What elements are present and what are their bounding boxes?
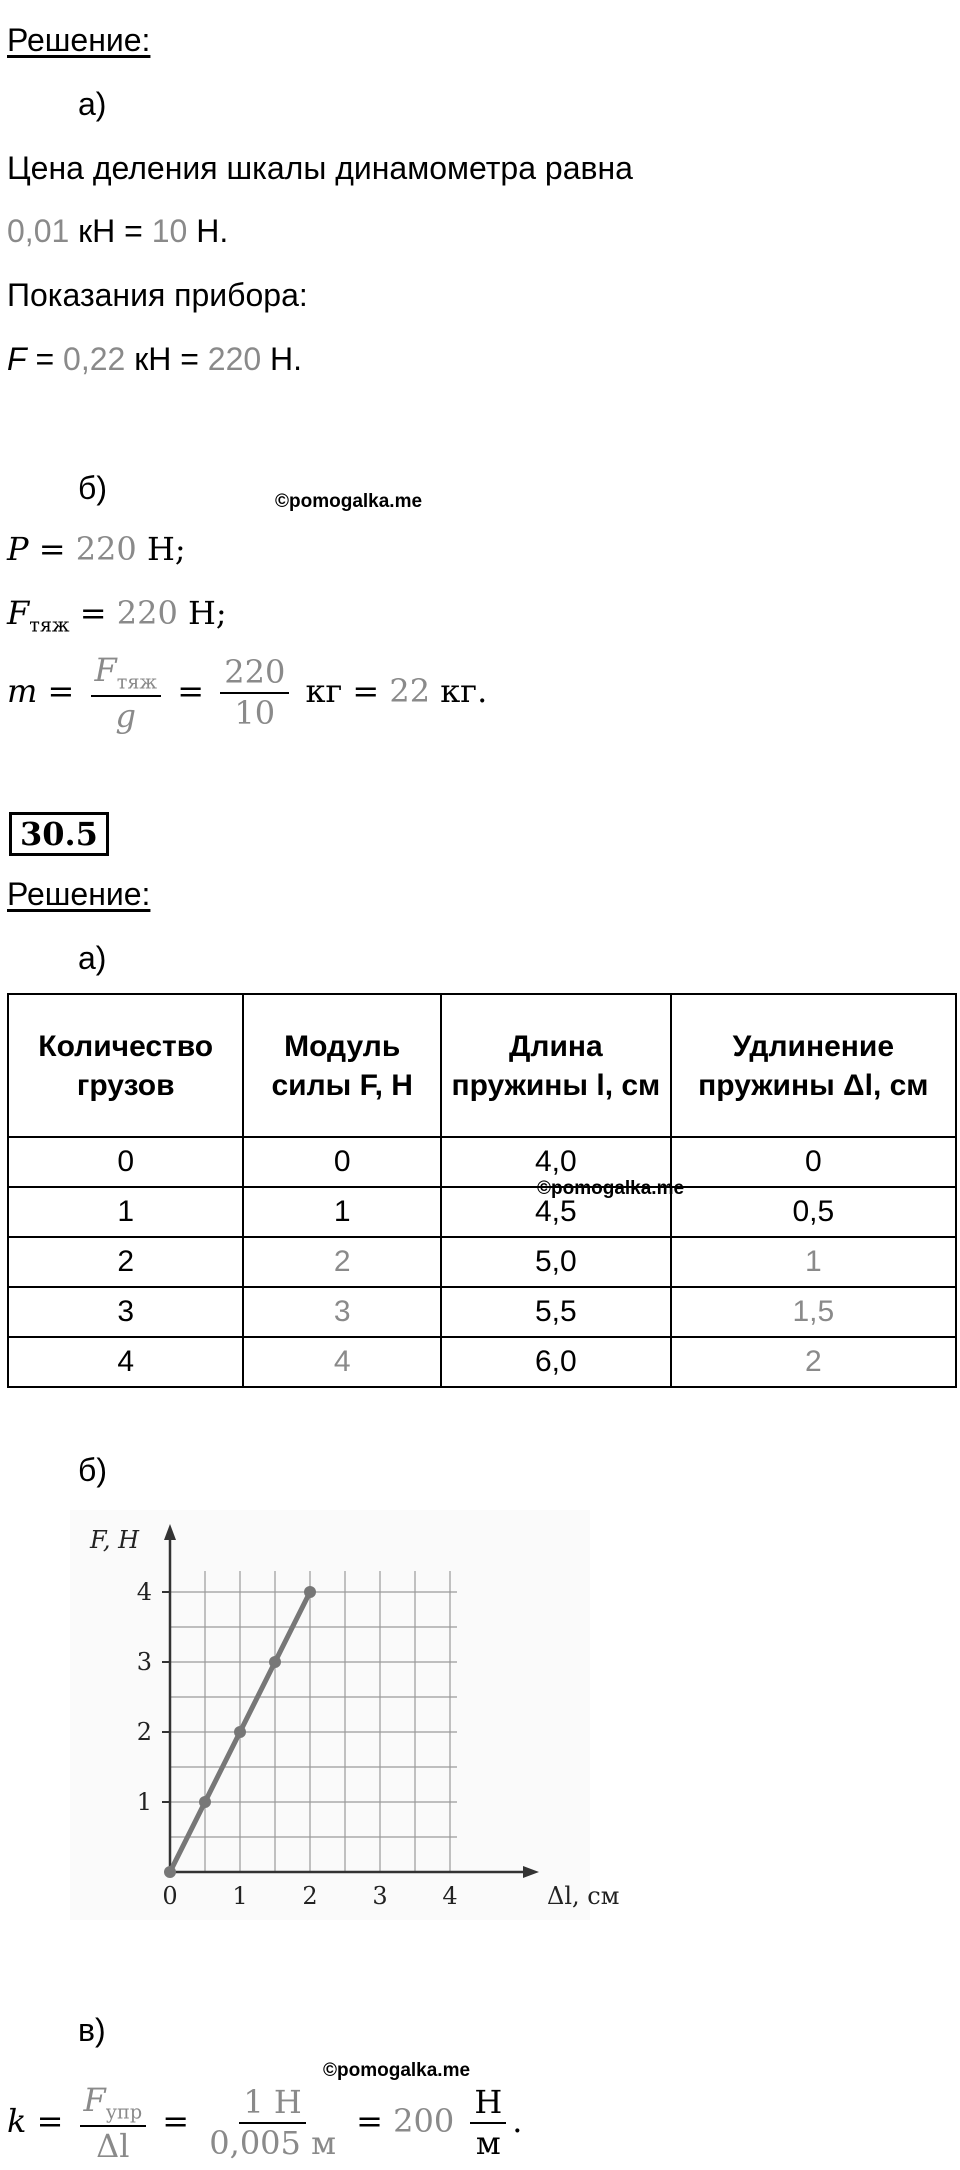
fraction2-denominator: 0,005 м [209, 2124, 336, 2163]
y-axis-arrow-icon [164, 1524, 176, 1540]
scale-division-text: Цена деления шкалы динамометра равна [7, 150, 633, 186]
equation-stiffness: k = $\frac{F_{упр}}{\Delta l}$ = $\frac{1 Н}{0,005 м}$ = 200 $\frac{Н}{м}$ . [7, 2081, 523, 2165]
item-b-label-2: б) [78, 1452, 107, 1488]
unit: Н; [177, 594, 227, 632]
fraction-numerator: F [94, 651, 117, 689]
problem-number: 30.5 [9, 812, 109, 856]
gravity-value: 220 [116, 594, 178, 632]
fraction2-numerator: 1 Н [239, 2085, 305, 2124]
data-point [164, 1866, 176, 1878]
fraction-values [205, 2085, 340, 2161]
data-point [199, 1796, 211, 1808]
spring-table [7, 993, 957, 1388]
table-watermark: ©pomogalka.me [537, 1178, 685, 1199]
cell: 0,5 [671, 1187, 956, 1237]
equation-mass: m = $\frac{F_{тяж}}{g}$ = $\frac{220}{10}$ кг = 22 кг. [7, 651, 488, 735]
unit-kn: кН = [69, 213, 152, 249]
x-tick-label: 1 [232, 1882, 248, 1910]
cell: 4 [8, 1337, 243, 1387]
item-a-label: а) [78, 86, 107, 122]
fraction-denominator: Δl [96, 2126, 130, 2165]
cell: 0 [8, 1137, 243, 1187]
equals: = [28, 530, 76, 568]
cell: 1 [671, 1237, 956, 1287]
weight-value: 220 [75, 530, 137, 568]
equals: = [69, 594, 117, 632]
cell: 2 [8, 1237, 243, 1287]
cell: 2 [671, 1337, 956, 1387]
force-symbol: F [7, 341, 27, 377]
y-tick-label: 4 [136, 1578, 152, 1606]
solution-label-2: Решение: [7, 876, 151, 912]
value-220: 220 [207, 341, 262, 377]
mass-value: 22 [389, 671, 431, 710]
cell: 4,5 [441, 1187, 671, 1237]
unit-n: Н. [261, 341, 303, 377]
header-force: Модуль силы F, Н [243, 994, 441, 1137]
y-tick-label: 3 [136, 1648, 152, 1676]
data-point [269, 1656, 281, 1668]
equation-gravity [7, 594, 227, 636]
unit-kn: кН = [125, 341, 208, 377]
fraction-f-over-g [91, 653, 162, 734]
cell: 1 [243, 1187, 441, 1237]
data-point [304, 1586, 316, 1598]
table-row [8, 1287, 956, 1337]
cell: 0 [671, 1137, 956, 1187]
reading-value [7, 341, 302, 378]
data-point [234, 1726, 246, 1738]
table-row [8, 1337, 956, 1387]
item-c-label: в) [78, 2012, 106, 2048]
value-001: 0,01 [7, 213, 70, 249]
y-tick-label: 1 [136, 1788, 152, 1816]
unit-denominator: м [475, 2124, 501, 2163]
unit-kg: кг. [430, 671, 488, 710]
fraction-f-over-dl [80, 2083, 147, 2164]
item-b-label: б) [78, 470, 107, 506]
fraction-values [220, 655, 289, 731]
equals: = [26, 341, 64, 377]
table-row [8, 1137, 956, 1187]
header-loads: Количество грузов [8, 994, 243, 1137]
value-022: 0,22 [63, 341, 126, 377]
table-row [8, 1237, 956, 1287]
x-tick-label: 2 [302, 1882, 318, 1910]
x-tick-label: 4 [442, 1882, 458, 1910]
scale-division-value [7, 213, 228, 250]
x-axis-label: Δl, см [547, 1882, 620, 1910]
y-axis-label: F, Н [90, 1526, 140, 1554]
y-tick-label: 2 [136, 1718, 152, 1746]
force-elongation-chart [70, 1510, 620, 1920]
value-10: 10 [151, 213, 188, 249]
cell: 1 [8, 1187, 243, 1237]
x-tick-label: 0 [162, 1882, 178, 1910]
mass-symbol: m [7, 671, 38, 710]
cell: 5,5 [441, 1287, 671, 1337]
fraction-denominator: g [115, 696, 137, 735]
cell: 3 [8, 1287, 243, 1337]
unit: Н; [136, 530, 186, 568]
unit-kg: кг = [295, 671, 390, 710]
cell: 1,5 [671, 1287, 956, 1337]
table-row [8, 1187, 956, 1237]
header-length: Длина пружины l, см [441, 994, 671, 1137]
bottom-watermark: ©pomogalka.me [323, 2060, 471, 2081]
table-header-row [8, 994, 956, 1137]
reading-label: Показания прибора: [7, 277, 308, 313]
gravity-subscript: тяж [29, 613, 70, 637]
fraction2-numerator: 220 [220, 655, 289, 694]
fraction2-denominator: 10 [234, 694, 276, 733]
solution-label: Решение: [7, 22, 151, 58]
gravity-symbol: F [7, 594, 30, 632]
cell: 4,0 [441, 1137, 671, 1187]
stiffness-symbol: k [7, 2101, 27, 2140]
unit-n: Н. [187, 213, 229, 249]
cell: 3 [243, 1287, 441, 1337]
cell: 2 [243, 1237, 441, 1287]
fraction-numerator-sub: упр [105, 2100, 143, 2124]
equation-weight [7, 530, 186, 568]
cell: 4 [243, 1337, 441, 1387]
cell: 0 [243, 1137, 441, 1187]
weight-symbol: P [7, 530, 29, 568]
header-elongation: Удлинение пружины Δl, см [671, 994, 956, 1137]
watermark: ©pomogalka.me [275, 491, 423, 512]
fraction-numerator: F [83, 2081, 106, 2119]
cell: 6,0 [441, 1337, 671, 1387]
unit-numerator: Н [470, 2085, 506, 2124]
cell: 5,0 [441, 1237, 671, 1287]
x-tick-label: 3 [372, 1882, 388, 1910]
x-axis-arrow-icon [523, 1866, 539, 1878]
stiffness-value: 200 [393, 2101, 455, 2140]
item-a-label-2: а) [78, 940, 107, 976]
fraction-numerator-sub: тяж [116, 670, 158, 694]
unit-fraction [470, 2085, 506, 2161]
